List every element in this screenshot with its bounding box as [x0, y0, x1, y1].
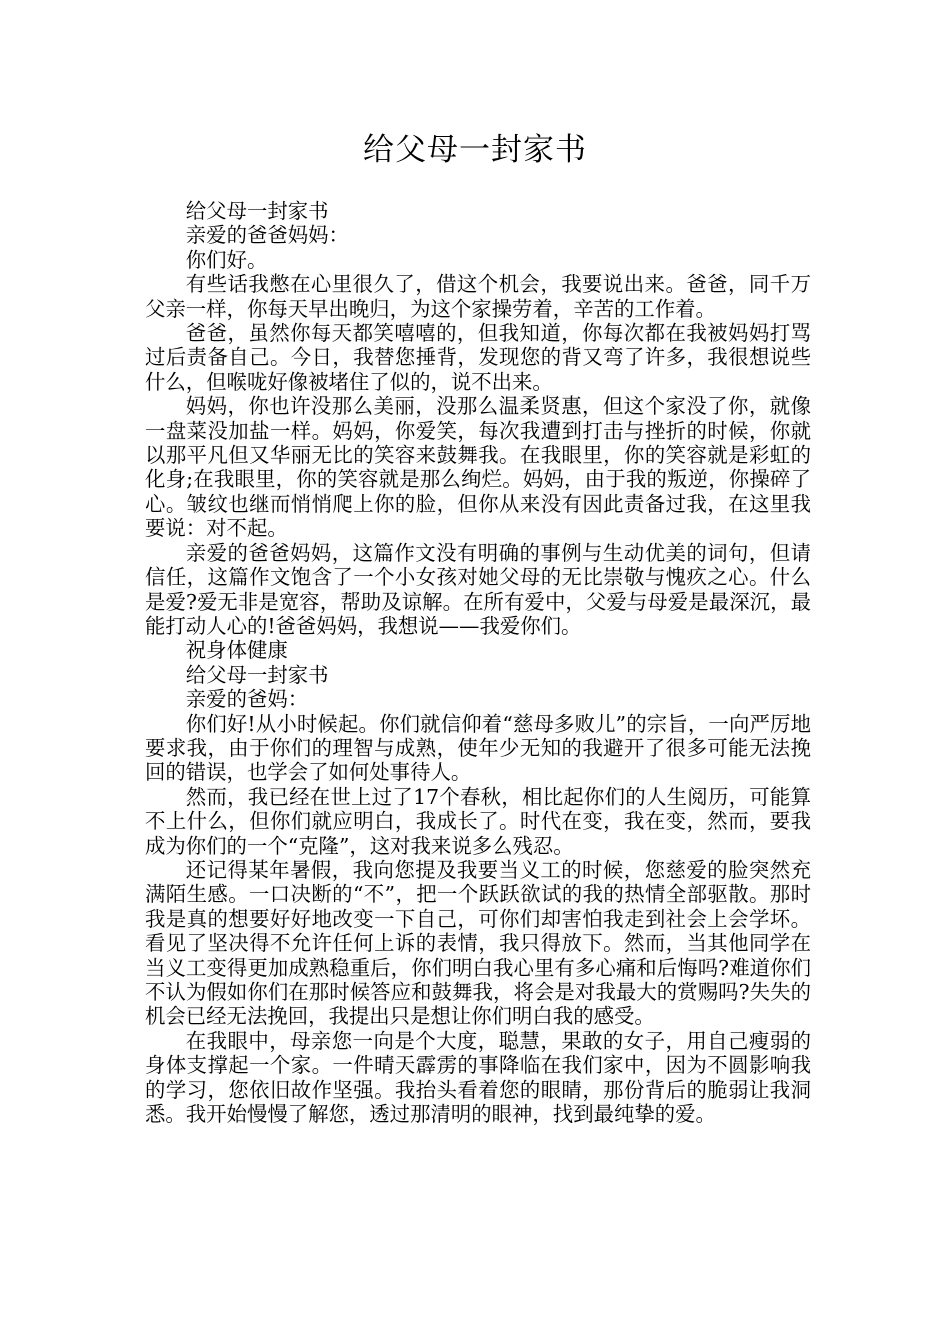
paragraph-salutation-2: 亲爱的爸妈： [185, 687, 309, 712]
paragraph: 爸爸，虽然你每天都笑嘻嘻的，但我知道，你每次都在我被妈妈打骂过后责备自己。今日，我替您捶背，发现您的背又弯了许多，我很想说些什么，但喉咙好像被堵住了似的，说不出来。 [145, 321, 811, 394]
paragraph-heading-2: 给父母一封家书 [185, 662, 329, 687]
paragraph: 有些话我憋在心里很久了，借这个机会，我要说出来。爸爸，同千万父亲一样，你每天早出晚归，为这个家操劳着，辛苦的工作着。 [145, 272, 811, 321]
paragraph: 然而，我已经在世上过了17个春秋，相比起你们的人生阅历，可能算不上什么，但你们就应明白，我成长了。时代在变，我在变，然而，要我成为你们的一个“克隆”，这对我来说多么残忍。 [145, 784, 811, 858]
paragraph: 你们好!从小时候起。你们就信仰着“慈母多败儿”的宗旨，一向严厉地要求我，由于你们的理智与成熟，使年少无知的我避开了很多可能无法挽回的错误，也学会了如何处事待人。 [145, 711, 811, 785]
paragraph: 在我眼中，母亲您一向是个大度，聪慧，果敢的女子，用自己瘦弱的身体支撑起一个家。一件晴天霹雳的事降临在我们家中，因为不圆影响我的学习，您依旧故作坚强。我抬头看着您的眼睛，那份背后的脆弱让我洞悉。我开始慢慢了解您，透过那清明的眼神，找到最纯挚的爱。 [145, 1028, 811, 1127]
document-body [145, 199, 811, 1126]
paragraph-greeting-1: 你们好。 [185, 247, 268, 272]
paragraph: 妈妈，你也许没那么美丽，没那么温柔贤惠，但这个家没了你，就像一盘菜没加盐一样。妈妈，你爱笑，每次我遭到打击与挫折的时候，你就以那平凡但又华丽无比的笑容来鼓舞我。在我眼里，你的笑容就是彩虹的化身;在我眼里，你的笑容就是那么绚烂。妈妈，由于我的叛逆，你操碎了心。皱纹也继而悄悄爬上你的脸，但你从来没有因此责备过我，在这里我要说：对不起。 [145, 394, 811, 541]
paragraph-heading-1: 给父母一封家书 [185, 199, 329, 223]
paragraph-salutation-1: 亲爱的爸爸妈妈： [185, 223, 349, 248]
paragraph-closing: 祝身体健康 [185, 638, 288, 663]
paragraph: 亲爱的爸爸妈妈，这篇作文没有明确的事例与生动优美的词句，但请信任，这篇作文饱含了一个小女孩对她父母的无比崇敬与愧疚之心。什么是爱?爱无非是宽容，帮助及谅解。在所有爱中，父爱与母爱是最深沉，最能打动人心的!爸爸妈妈，我想说——我爱你们。 [145, 540, 811, 638]
document-title: 给父母一封家书 [363, 132, 587, 168]
paragraph: 还记得某年暑假，我向您提及我要当义工的时候，您慈爱的脸突然充满陌生感。一口决断的“不”，把一个跃跃欲试的我的热情全部驱散。那时我是真的想要好好地改变一下自己，可你们却害怕我走到社会上会学坏。看见了坚决得不允许任何上诉的表情，我只得放下。然而，当其他同学在当义工变得更加成熟稳重后，你们明白我心里有多心痛和后悔吗?难道你们不认为假如你们在那时候答应和鼓舞我，将会是对我最大的赏赐吗?失失的机会已经无法挽回，我提出只是想让你们明白我的感受。 [145, 857, 811, 1029]
